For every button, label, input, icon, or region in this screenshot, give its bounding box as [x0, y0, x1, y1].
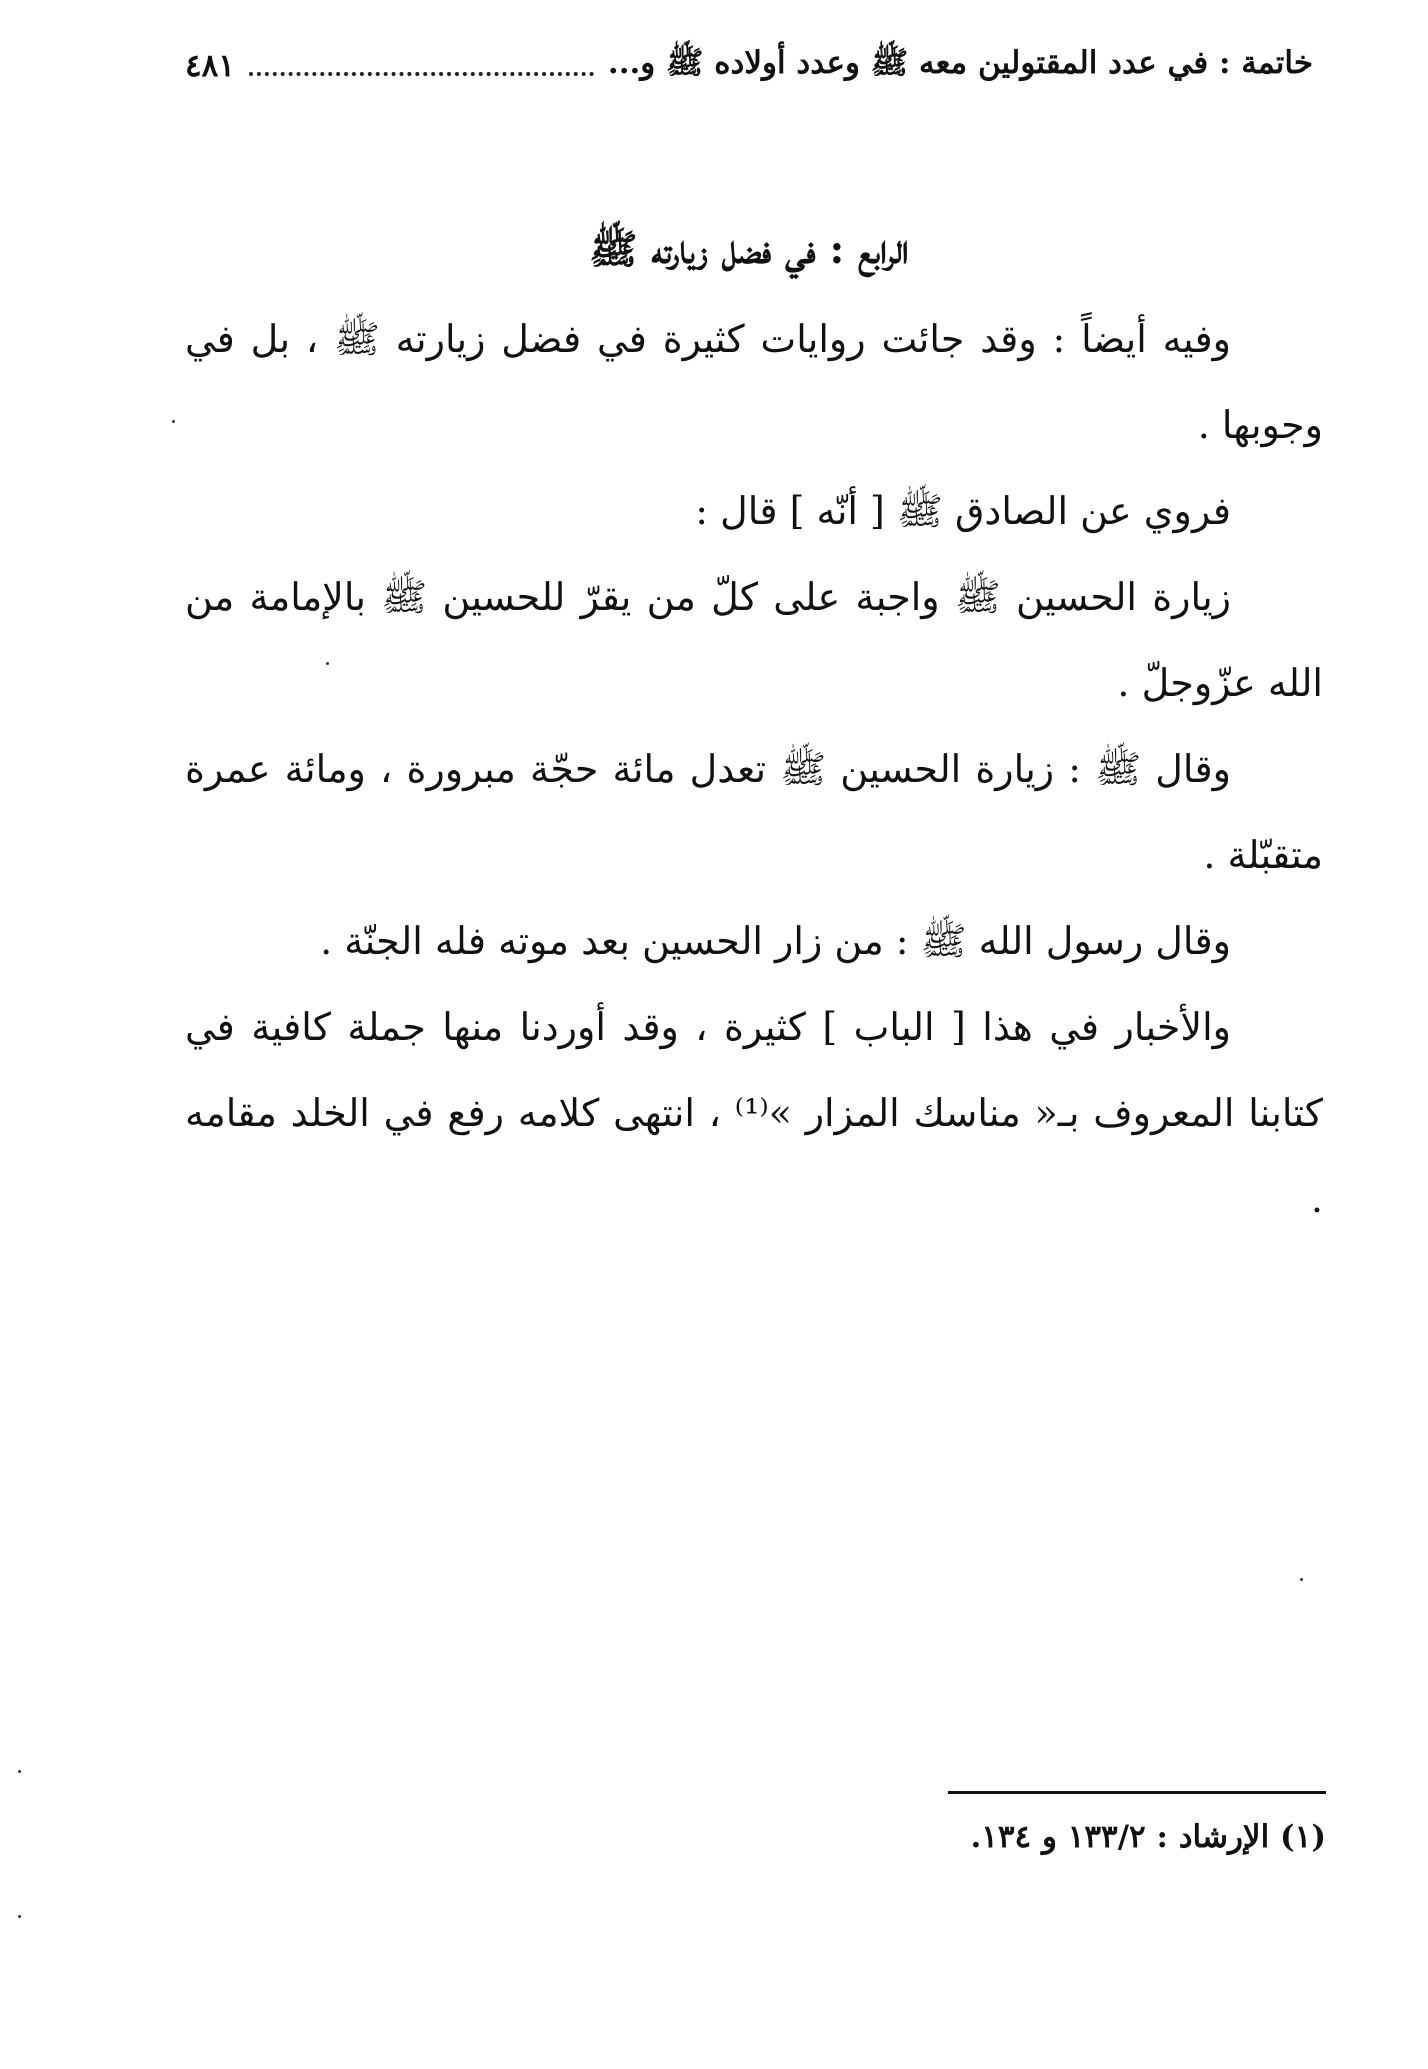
paragraph: فروي عن الصادق ﷺ [ أنّه ] قال : — [695, 489, 1231, 533]
section-heading: الرابع : في فضل زيارته ﷺ — [589, 226, 909, 273]
footnote: (١) الإرشاد : ١٣٣/٢ و ١٣٤. — [970, 1819, 1326, 1855]
scan-speck — [18, 1770, 21, 1773]
paragraph: والأخبار في هذا [ الباب ] كثيرة ، وقد أوردنا منها جملة كافية في كتابنا المعروف بـ« مناسك المزار »⁽¹⁾ ، انتهى كلامه رفع في الخلد مقامه . — [185, 1005, 1323, 1221]
footnote-rule — [948, 1791, 1326, 1794]
page-number: ٤٨١ — [185, 48, 235, 84]
paragraph: وقال ﷺ : زيارة الحسين ﷺ تعدل مائة حجّة مبرورة ، ومائة عمرة متقبّلة . — [185, 747, 1323, 877]
scan-speck — [326, 662, 329, 665]
scan-speck — [172, 420, 175, 423]
running-header-title: خاتمة : في عدد المقتولين معه ﷺ وعدد أولاده ﷺ و... — [607, 44, 1313, 81]
dot-leader — [249, 72, 594, 76]
paragraph: زيارة الحسين ﷺ واجبة على كلّ من يقرّ للحسين ﷺ بالإمامة من الله عزّوجلّ . — [185, 575, 1323, 705]
body-text — [185, 296, 1323, 1242]
scan-speck — [1300, 1578, 1303, 1581]
paragraph: وفيه أيضاً : وقد جائت روايات كثيرة في فضل زيارته ﷺ ، بل في وجوبها . — [185, 317, 1323, 447]
scan-speck — [18, 1915, 21, 1918]
running-header — [185, 42, 1313, 90]
paragraph: وقال رسول الله ﷺ : من زار الحسين بعد موته فله الجنّة . — [320, 919, 1231, 963]
